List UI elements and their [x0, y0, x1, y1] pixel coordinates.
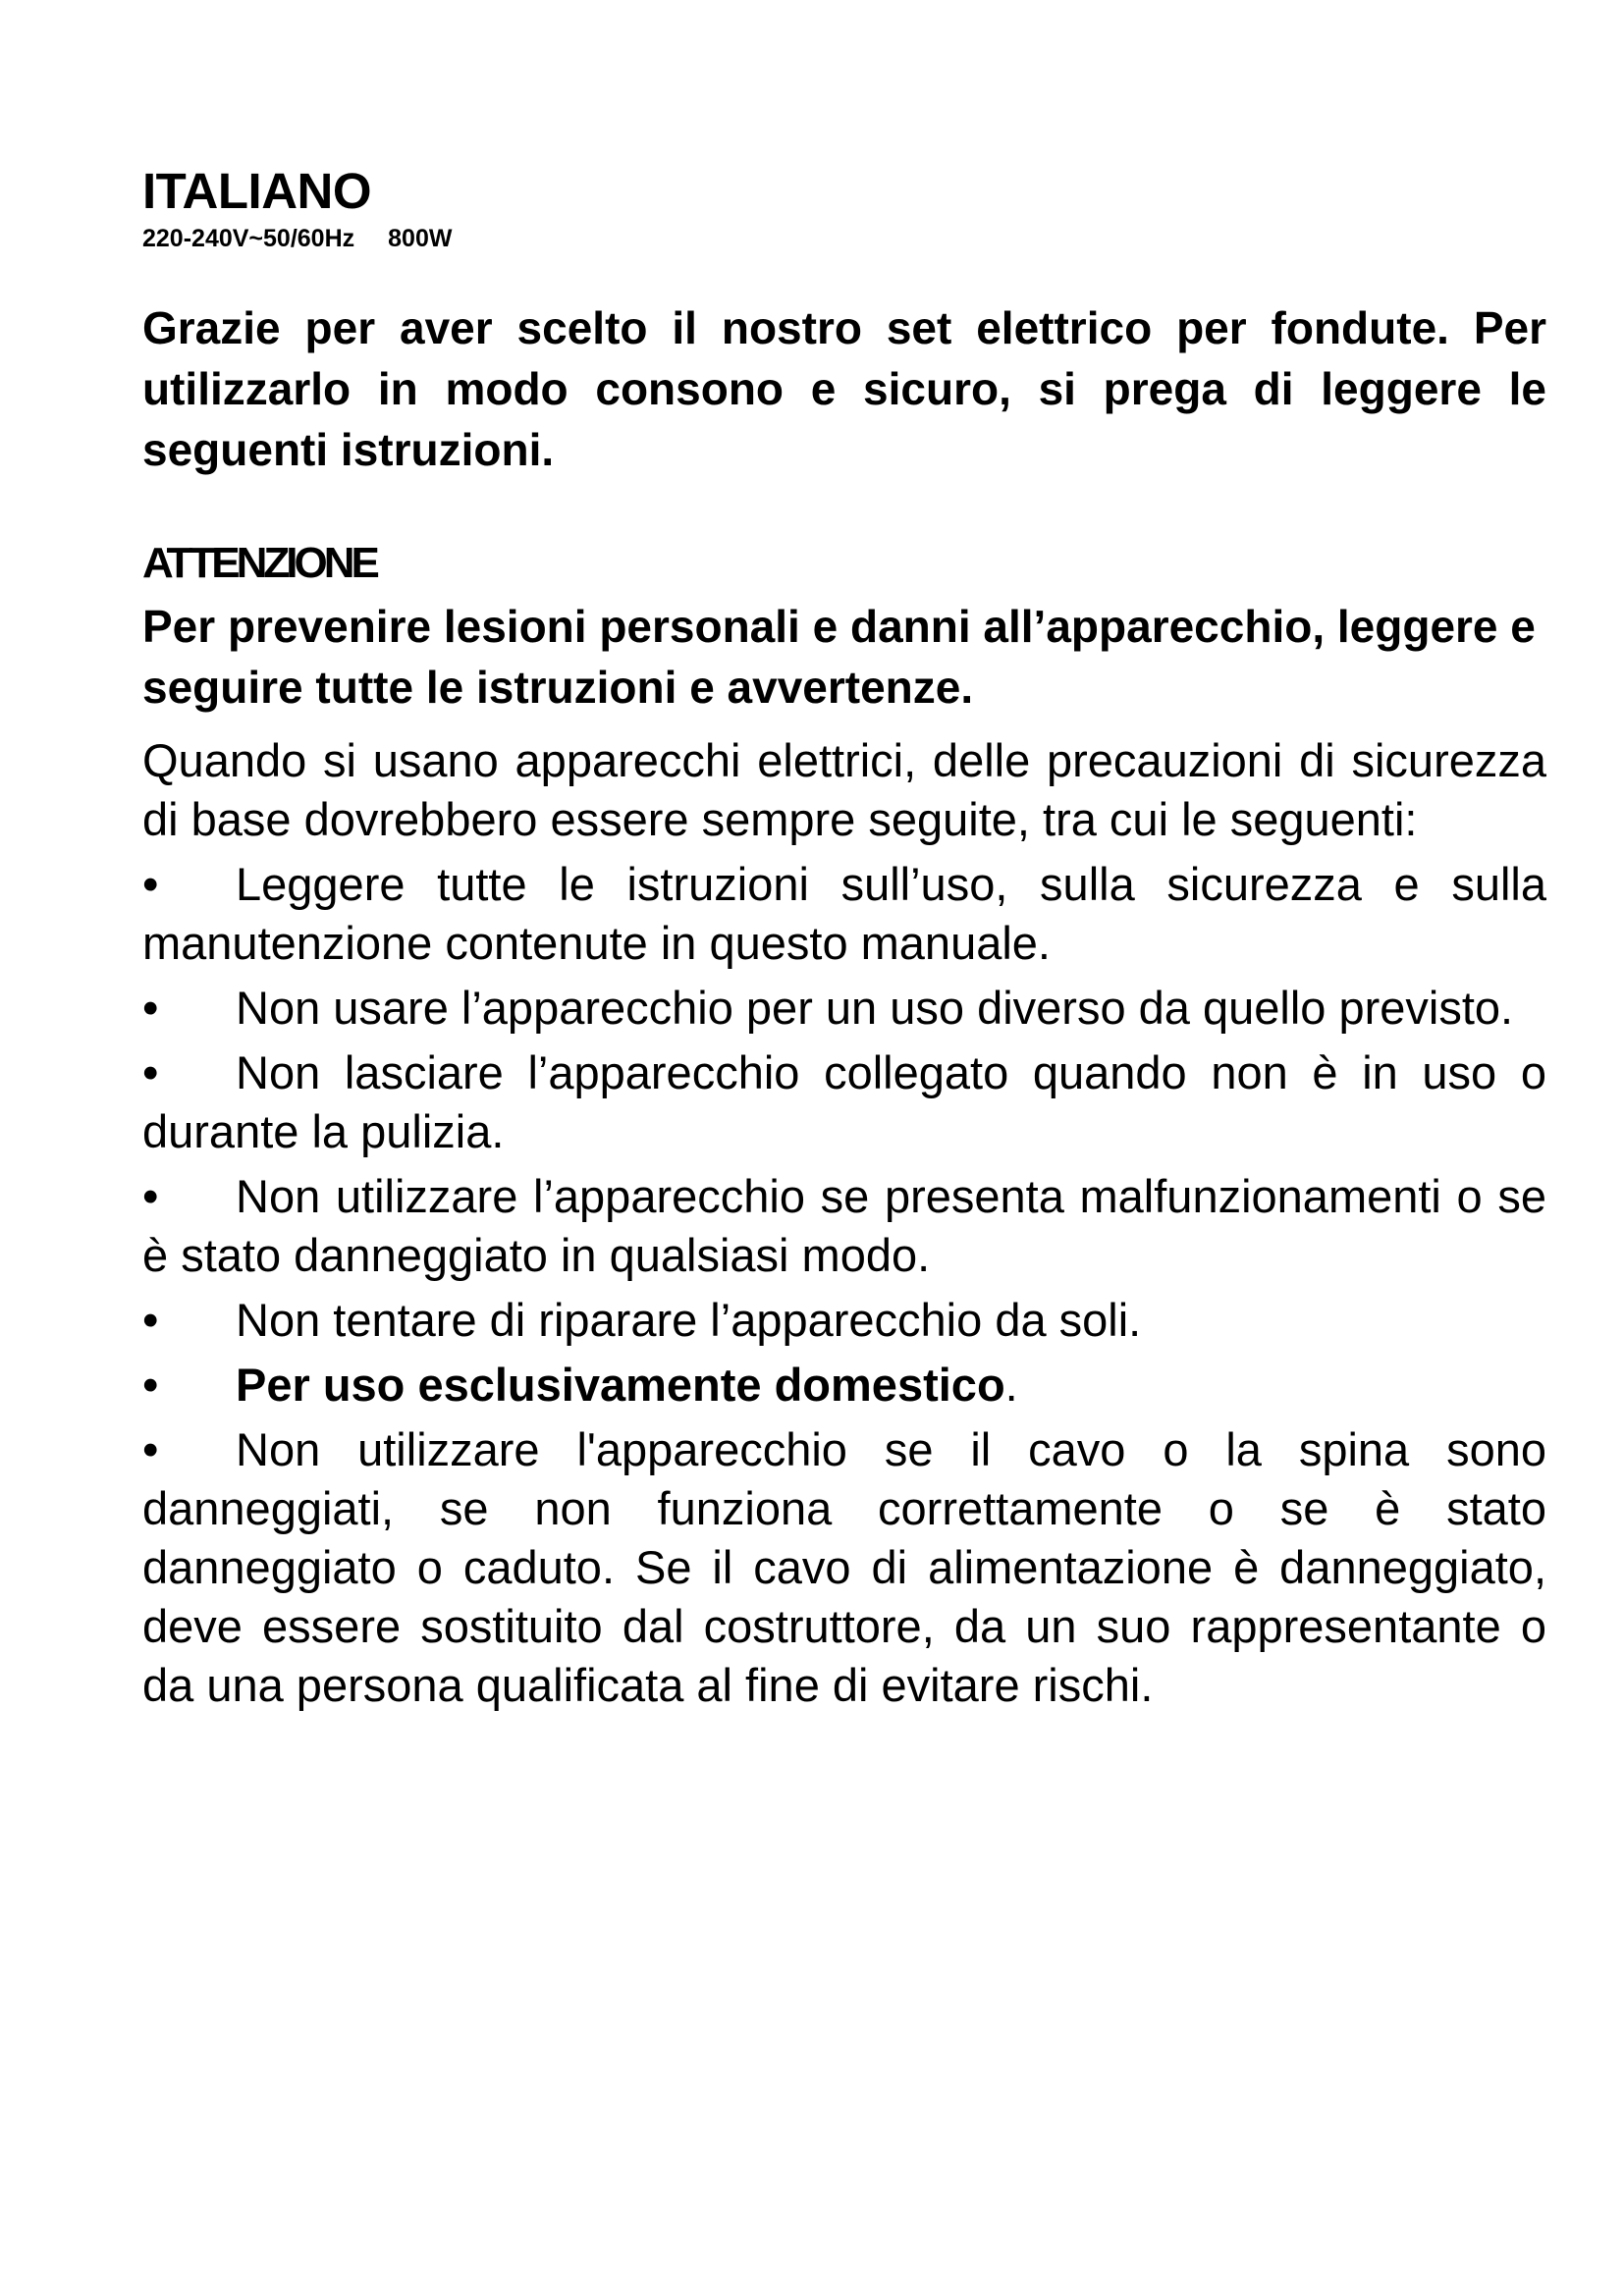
list-item-text: Per uso esclusivamente domestico	[236, 1359, 1005, 1411]
safety-intro-paragraph: Quando si usano apparecchi elettrici, delle precauzioni di sicurezza di base dovrebbero essere sempre seguite, tra cui le seguenti:	[142, 734, 1546, 845]
bullet-icon: •	[142, 858, 159, 910]
list-item	[142, 1420, 1546, 1715]
list-item-text: Non tentare di riparare l’apparecchio da soli.	[236, 1294, 1142, 1346]
list-item	[142, 1356, 1546, 1415]
list-item-text: Non utilizzare l’apparecchio se presenta malfunzionamenti o se è stato danneggiato in qualsiasi modo.	[142, 1170, 1546, 1281]
warning-title: ATTENZIONE	[142, 539, 376, 587]
bullet-icon: •	[142, 1046, 159, 1098]
voltage-spec: 220-240V~50/60Hz	[142, 225, 355, 252]
list-item-text: Non lasciare l’apparecchio collegato quando non è in uso o durante la pulizia.	[142, 1046, 1546, 1157]
list-item-text: Non usare l’apparecchio per un uso diverso da quello previsto.	[236, 982, 1514, 1034]
manual-page	[142, 162, 1546, 1715]
bullet-icon: •	[142, 1294, 159, 1346]
list-item-text: Non utilizzare l'apparecchio se il cavo o la spina sono danneggiati, se non funziona correttamente o se è stato danneggiato o caduto. Se il cavo di alimentazione è danneggiato, deve essere sostituito dal costruttore, da un suo rappresentante o da una persona qualificata al fine di evitare rischi.	[142, 1423, 1546, 1711]
list-item	[142, 979, 1546, 1038]
list-item	[142, 1291, 1546, 1350]
language-title: ITALIANO	[142, 163, 372, 219]
bullet-icon: •	[142, 1170, 159, 1222]
electrical-specs	[142, 221, 1546, 256]
list-item	[142, 855, 1546, 973]
list-item	[142, 1167, 1546, 1285]
warning-text: Per prevenire lesioni personali e danni all’apparecchio, leggere e seguire tutte le istruzioni e avvertenze.	[142, 601, 1536, 713]
list-item-text: Leggere tutte le istruzioni sull’uso, sulla sicurezza e sulla manutenzione contenute in questo manuale.	[142, 858, 1546, 969]
intro-paragraph: Grazie per aver scelto il nostro set elettrico per fondute. Per utilizzarlo in modo consono e sicuro, si prega di leggere le seguenti istruzioni.	[142, 302, 1546, 475]
bullet-icon: •	[142, 1423, 159, 1475]
bullet-icon: •	[142, 1359, 159, 1411]
safety-list	[142, 855, 1546, 1715]
bullet-icon: •	[142, 982, 159, 1034]
list-item	[142, 1043, 1546, 1161]
list-item-tail: .	[1004, 1359, 1018, 1411]
power-spec: 800W	[388, 225, 453, 252]
